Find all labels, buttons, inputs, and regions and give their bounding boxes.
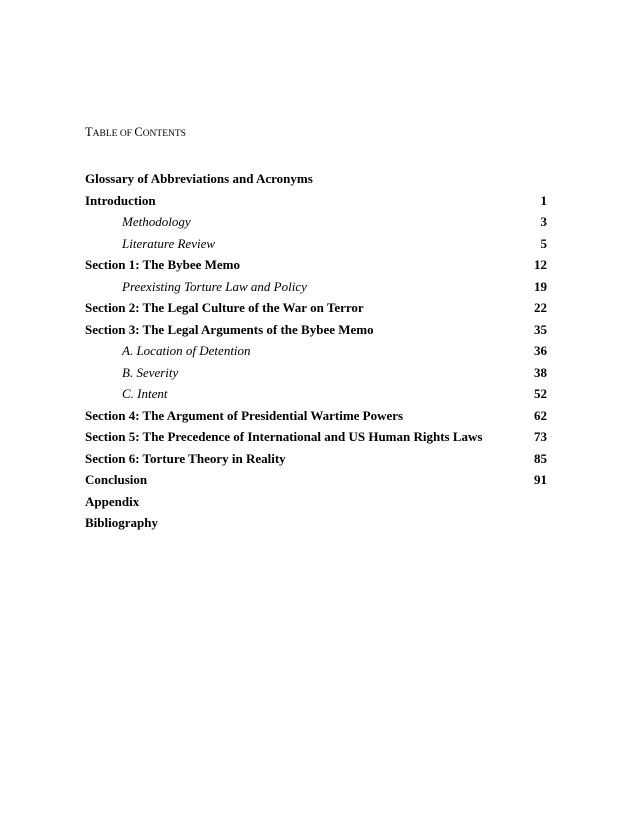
toc-entry-page-number: 36 <box>534 343 547 358</box>
toc-entry[interactable] <box>85 168 547 190</box>
toc-heading <box>85 125 186 140</box>
toc-entry-page-number: 91 <box>534 472 547 487</box>
toc-entry-page-number: 38 <box>534 364 547 380</box>
toc-entry-title: Appendix <box>85 493 140 509</box>
toc-entry[interactable] <box>85 469 547 491</box>
toc-entry-page-number: 19 <box>534 278 547 294</box>
heading-rest-1: ABLE OF <box>92 129 135 139</box>
toc-entry[interactable] <box>85 233 547 255</box>
toc-entry[interactable] <box>85 448 547 470</box>
toc-entry-page-number: 22 <box>534 300 547 315</box>
toc-entry-title: Conclusion <box>85 472 148 487</box>
toc-entry[interactable] <box>85 405 547 427</box>
toc-entry[interactable] <box>85 254 547 276</box>
toc-entry-title: Section 3: The Legal Arguments of the Bybee Memo <box>85 321 374 337</box>
toc-entry-title: Section 6: Torture Theory in Reality <box>85 450 286 466</box>
toc-entry-page-number: 1 <box>540 192 547 208</box>
toc-entry[interactable] <box>85 491 547 513</box>
toc-entry-page-number: 12 <box>534 257 547 272</box>
toc-entry-title: C. Intent <box>122 386 168 401</box>
heading-initial-1: T <box>85 125 93 139</box>
toc-entry[interactable] <box>85 190 547 212</box>
toc-entry-page-number: 52 <box>534 386 547 401</box>
toc-entry[interactable] <box>85 426 547 448</box>
toc-entry[interactable] <box>85 340 547 362</box>
toc-entry-title: B. Severity <box>122 364 179 380</box>
toc-entry-page-number: 5 <box>540 235 547 251</box>
toc-entry[interactable] <box>85 276 547 298</box>
toc-entry-title: Glossary of Abbreviations and Acronyms <box>85 171 313 186</box>
toc-entry-title: Section 4: The Argument of Presidential Wartime Powers <box>85 407 404 423</box>
toc-entry[interactable] <box>85 362 547 384</box>
toc-entry[interactable] <box>85 297 547 319</box>
toc-entry-page-number: 3 <box>540 214 547 229</box>
toc-entry-page-number: 62 <box>534 407 547 423</box>
heading-rest-2: ONTENTS <box>142 129 186 139</box>
toc-entry-title: Bibliography <box>85 515 158 530</box>
toc-entry-title: Introduction <box>85 192 156 208</box>
toc-entry-title: Methodology <box>122 214 191 229</box>
heading-initial-2: C <box>134 125 143 139</box>
table-of-contents <box>85 168 547 534</box>
toc-entry[interactable] <box>85 319 547 341</box>
toc-entry-page-number: 35 <box>534 321 547 337</box>
toc-entry-title: A. Location of Detention <box>122 343 251 358</box>
toc-entry-title: Literature Review <box>122 235 216 251</box>
toc-entry[interactable] <box>85 512 547 534</box>
toc-entry-page-number: 85 <box>534 450 547 466</box>
toc-entry-page-number: 73 <box>534 429 547 444</box>
toc-entry[interactable] <box>85 211 547 233</box>
toc-entry[interactable] <box>85 383 547 405</box>
toc-entry-title: Preexisting Torture Law and Policy <box>122 278 307 294</box>
toc-entry-title: Section 1: The Bybee Memo <box>85 257 241 272</box>
toc-entry-title: Section 5: The Precedence of International and US Human Rights Laws <box>85 429 483 444</box>
toc-entry-title: Section 2: The Legal Culture of the War on Terror <box>85 300 364 315</box>
